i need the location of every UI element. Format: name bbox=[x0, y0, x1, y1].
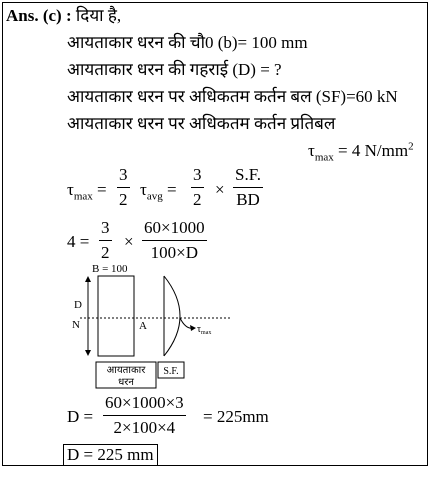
beam-label-line1: आयताकार bbox=[106, 365, 146, 376]
tau-sup: 2 bbox=[408, 140, 414, 153]
final-answer: D = 225 mm bbox=[63, 444, 158, 466]
answer-label: Ans. (c) : bbox=[6, 6, 72, 25]
section-rect bbox=[98, 276, 134, 356]
depth-arrow-top bbox=[85, 276, 91, 282]
formula-tau-avg: $\tau_{avg}$ = bbox=[140, 180, 177, 203]
tau-arrow-head bbox=[190, 325, 196, 331]
tau-symbol: τ bbox=[308, 141, 315, 160]
result-rhs: = 225mm bbox=[203, 407, 269, 426]
beam-label-line2: धरन bbox=[118, 377, 134, 388]
tau-rhs: = 4 N/mm bbox=[338, 141, 409, 160]
answer-header bbox=[6, 6, 121, 26]
given-line-width: आयताकार धरन की चौ0 (b)= 100 mm bbox=[67, 33, 308, 52]
substitution-times: × bbox=[124, 232, 134, 251]
a-label: A bbox=[139, 320, 147, 332]
b-label: B = 100 bbox=[92, 263, 128, 275]
given-intro: दिया है, bbox=[75, 6, 122, 25]
tau-sub: max bbox=[314, 151, 334, 164]
stress-parabola bbox=[164, 276, 180, 356]
given-line-shear-force: आयताकार धरन पर अधिकतम कर्तन बल (SF)=60 kN bbox=[67, 87, 398, 106]
fraction-three-halves: $\frac{3}{2}$ bbox=[119, 165, 128, 209]
tau-max-value bbox=[308, 140, 414, 164]
sf-label: S.F. bbox=[163, 366, 179, 377]
substitution-three-halves: $\frac{3}{2}$ bbox=[101, 218, 110, 262]
substitution-fraction: $\frac{60\times 1000}{100\times D}$ bbox=[144, 218, 205, 262]
result-lhs: D = bbox=[67, 407, 94, 426]
fraction-sf-bd: $\frac{S.F.}{BD}$ bbox=[235, 165, 262, 209]
substitution-lhs: 4 = bbox=[67, 232, 90, 251]
given-line-depth: आयताकार धरन की गहराई (D) = ? bbox=[67, 60, 282, 79]
d-label: D bbox=[74, 299, 82, 311]
formula-lhs: $\tau_{max}$ = bbox=[67, 180, 107, 203]
n-label: N bbox=[72, 319, 80, 331]
result-fraction: $\frac{60\times 1000\times 3}{2\times 100\times 4}$ bbox=[105, 393, 184, 437]
given-line-shear-stress: आयताकार धरन पर अधिकतम कर्तन प्रतिबल bbox=[67, 114, 336, 133]
tau-label: $\tau_{max}$ bbox=[197, 324, 212, 336]
fraction-three-halves-2: $\frac{3}{2}$ bbox=[193, 165, 202, 209]
beam-section-diagram bbox=[50, 262, 240, 392]
depth-arrow-bottom bbox=[85, 350, 91, 356]
formula-times: × bbox=[215, 180, 225, 199]
